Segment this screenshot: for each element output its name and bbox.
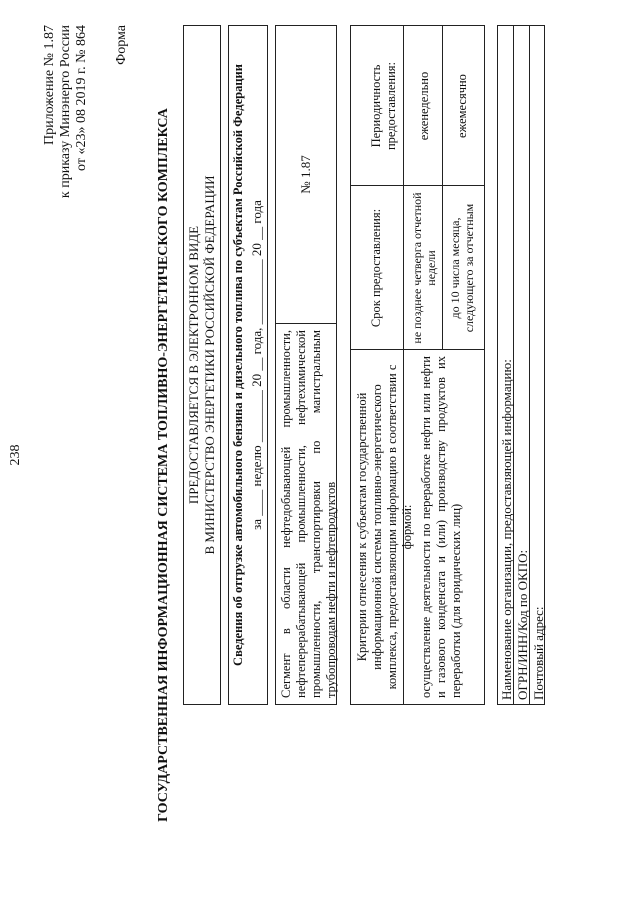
deadline-header: Срок предоставления: (369, 208, 383, 328)
ogrn-label: ОГРН/ИНН/Код по ОКПО: (515, 549, 530, 700)
deadline-weekly: не позднее четверга отчетной недели (410, 192, 439, 344)
form-number: № 1.87 (298, 155, 313, 194)
submitted-line-1: ПРЕДОСТАВЛЯЕТСЯ В ЭЛЕКТРОННОМ ВИДЕ (186, 225, 201, 505)
org-name-label: Наименование организации, предоставляющей информацию: (499, 359, 514, 700)
postal-address-label: Почтовый адрес: (531, 606, 546, 700)
segment-box (275, 25, 337, 705)
system-title: ГОСУДАРСТВЕННАЯ ИНФОРМАЦИОННАЯ СИСТЕМА ТОПЛИВНО-ЭНЕРГЕТИЧЕСКОГО КОМПЛЕКСА (156, 108, 171, 822)
report-title-box (228, 25, 268, 705)
report-period: за ____ неделю ________ 20 __ года, __________ 20 __ года (249, 200, 264, 530)
submitted-box (183, 25, 221, 705)
order-line: к приказу Минэнерго России (58, 25, 73, 199)
submitted-line-2: В МИНИСТЕРСТВО ЭНЕРГЕТИКИ РОССИЙСКОЙ ФЕДЕРАЦИИ (202, 175, 217, 555)
periodicity-header: Периодичность предоставления: (369, 61, 398, 151)
segment-text: Сегмент в области нефтедобывающей промышленности, нефтеперерабатывающей промышленности, нефтехимической промышленности, транспортировки по магистральным трубопроводам нефти и нефтепродуктов (279, 330, 338, 698)
criteria-table (350, 25, 485, 705)
form-label: Форма (114, 25, 129, 65)
deadline-monthly: до 10 числа месяца, следующего за отчетным (448, 203, 477, 333)
date-line: от «23» 08 2019 г. № 864 (74, 25, 89, 171)
criteria-text: осуществление деятельности по переработке нефти или нефти и газового конденсата и (или) производству продуктов их переработки (для юридических лиц) (419, 356, 463, 698)
organization-box (497, 25, 545, 705)
report-title: Сведения об отгрузке автомобильного бензина и дизельного топлива по субъектам Российской Федерации (231, 64, 245, 666)
page-number: 238 (8, 444, 23, 466)
periodicity-weekly: еженедельно (417, 71, 431, 141)
appendix-line: Приложение № 1.87 (42, 25, 57, 145)
periodicity-monthly: ежемесячно (455, 74, 469, 138)
criteria-header: Критерии отнесения к субъектам государственной информационной системы топливно-энергетического комплекса, предоставляющим информацию в соответствии с формой: (355, 364, 414, 690)
